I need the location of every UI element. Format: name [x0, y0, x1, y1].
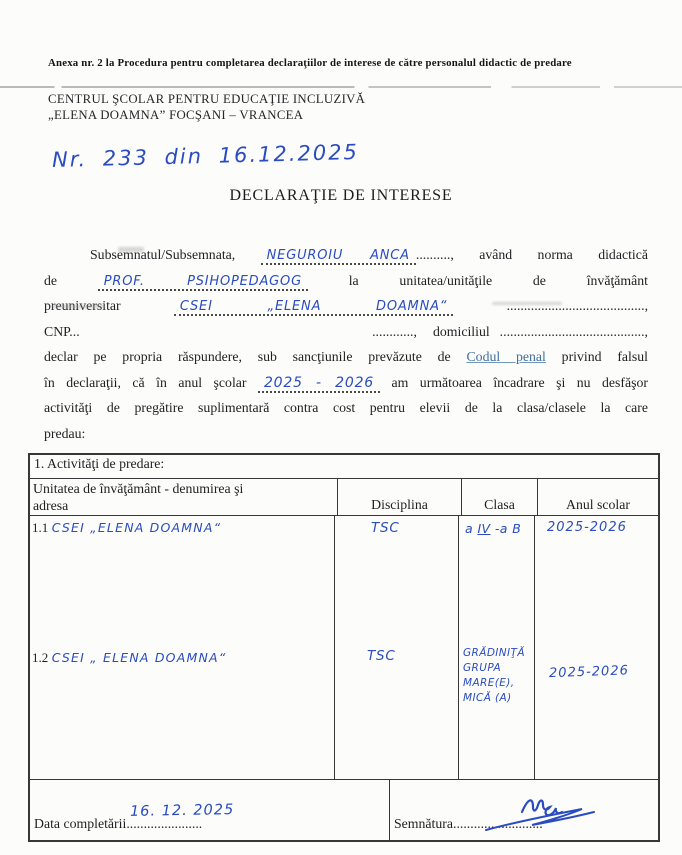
header-unit-line2: adresa — [33, 498, 69, 513]
school-year-text: în declaraţii, că în anul şcolar — [44, 374, 247, 390]
paragraph-line: predau: — [44, 425, 86, 441]
word-de: de — [44, 272, 58, 288]
activities-table — [28, 453, 660, 842]
year-1-1-handwritten: 2025-2026 — [547, 520, 627, 535]
header-discipline: Disciplina — [338, 479, 462, 515]
unit-1-1-handwritten: CSEI „ELENA DOAMNA“ — [51, 520, 222, 535]
header-class: Clasa — [462, 479, 538, 515]
paragraph-line-cnp — [44, 319, 648, 345]
completion-date-label: Data completării — [34, 816, 127, 831]
dotted-leader: ........................................, — [506, 298, 649, 313]
row-number: 1.1 — [32, 520, 49, 535]
school-name-line1: CENTRUL ŞCOLAR PENTRU EDUCAŢIE INCLUZIVĂ — [48, 92, 366, 106]
table-body-row — [30, 516, 658, 780]
school-name — [48, 92, 365, 123]
unit-phrase: la unitatea/unităţile de învăţământ — [348, 272, 648, 288]
class-1-2-handwritten — [463, 646, 538, 706]
table-footer-row — [30, 780, 658, 840]
year-1-2-handwritten: 2025-2026 — [548, 663, 630, 682]
incadrare-text: am următoarea încadrare şi nu desfăşor — [391, 374, 648, 390]
grupa-line: GRUPA — [463, 662, 502, 674]
scan-smudge — [50, 305, 105, 308]
school-year-handwritten: 2025 - 2026 — [258, 375, 380, 393]
mare-line: MARE(E), — [463, 677, 515, 689]
declaration-paragraph — [44, 242, 648, 446]
unit-1-2-handwritten: CSEI „ ELENA DOAMNA“ — [51, 650, 227, 665]
cell-school-year — [535, 516, 658, 779]
cell-unit — [30, 516, 335, 779]
header-unit-line1: Unitatea de învăţământ - denumirea şi — [33, 481, 244, 496]
gradinita-line: GRĂDINIŢĂ — [463, 647, 525, 659]
table-header-row — [30, 479, 658, 516]
scan-smudge — [118, 247, 144, 252]
intro-tail: .........., având norma didactică — [415, 247, 648, 262]
signature-cell — [390, 780, 658, 840]
paragraph-line — [44, 268, 648, 294]
entry-1-1-unit — [30, 520, 334, 536]
school-name-line2: „ELENA DOAMNA” FOCŞANI – VRANCEA — [48, 107, 304, 122]
domicile-label: domiciliul — [432, 323, 490, 339]
declar-text: declar pe propria răspundere, sub sancţiunile prevăzute de — [44, 349, 451, 364]
row-number: 1.2 — [32, 650, 49, 665]
registration-number-handwritten: Nr. 233 din 16.12.2025 — [51, 139, 360, 173]
completion-date-cell — [30, 780, 390, 840]
declarant-name-handwritten: NEGUROIU ANCA — [261, 248, 416, 265]
cell-class — [459, 516, 535, 779]
header-school-year: Anul scolar — [566, 497, 630, 512]
signature-label: Semnătura. — [394, 816, 457, 831]
paragraph-line — [44, 242, 648, 268]
teacher-role-handwritten: PROF. PSIHOPEDAGOG — [98, 274, 308, 291]
date-dotted-leader: ...................... — [126, 816, 203, 831]
cnp-dots: ............, — [372, 323, 417, 339]
domicile-dots: .........................................., — [499, 323, 648, 339]
completion-date-handwritten: 16. 12. 2025 — [130, 802, 235, 820]
scan-artifact-line — [0, 86, 682, 88]
paragraph-line — [44, 344, 648, 370]
paragraph-line — [44, 370, 648, 396]
paragraph-line — [44, 293, 648, 319]
signature-dotted-leader: ......................... — [456, 816, 543, 831]
codul-penal-link: Codul penal — [466, 349, 546, 364]
completion-date-line — [34, 802, 235, 832]
table-section-title: 1. Activităţi de predare: — [30, 455, 658, 479]
entry-1-2-unit — [30, 650, 334, 666]
paragraph-line: activităţi de pregătire suplimentară contra cost pentru elevii de la clasa/clasele la care — [44, 400, 648, 415]
cnp-label: CNP... — [44, 323, 80, 339]
header-unit — [30, 479, 338, 515]
school-handwritten: CSEI „ELENA DOAMNA“ — [174, 299, 453, 316]
intro-text: Subsemnatul/Subsemnata, — [90, 247, 236, 262]
mica-line: MICĂ (A) — [463, 692, 512, 704]
document-title: DECLARAŢIE DE INTERESE — [229, 187, 453, 204]
class-1-1-handwritten — [465, 521, 540, 536]
falsul-text: privind falsul — [561, 349, 648, 364]
discipline-1-1-handwritten: TSC — [371, 520, 400, 536]
class-b: -a B — [494, 521, 522, 536]
signature-scribble — [482, 794, 612, 836]
scan-smudge — [492, 302, 562, 305]
discipline-1-2-handwritten: TSC — [367, 648, 396, 664]
annex-header: Anexa nr. 2 la Procedura pentru completarea declaraţiilor de interese de către personalul didactic de predare — [48, 57, 572, 69]
cell-discipline — [335, 516, 459, 779]
class-a: a — [465, 521, 474, 536]
class-roman-iv: IV — [477, 521, 491, 536]
word-preuniversitar: preuniversitar — [44, 298, 121, 313]
